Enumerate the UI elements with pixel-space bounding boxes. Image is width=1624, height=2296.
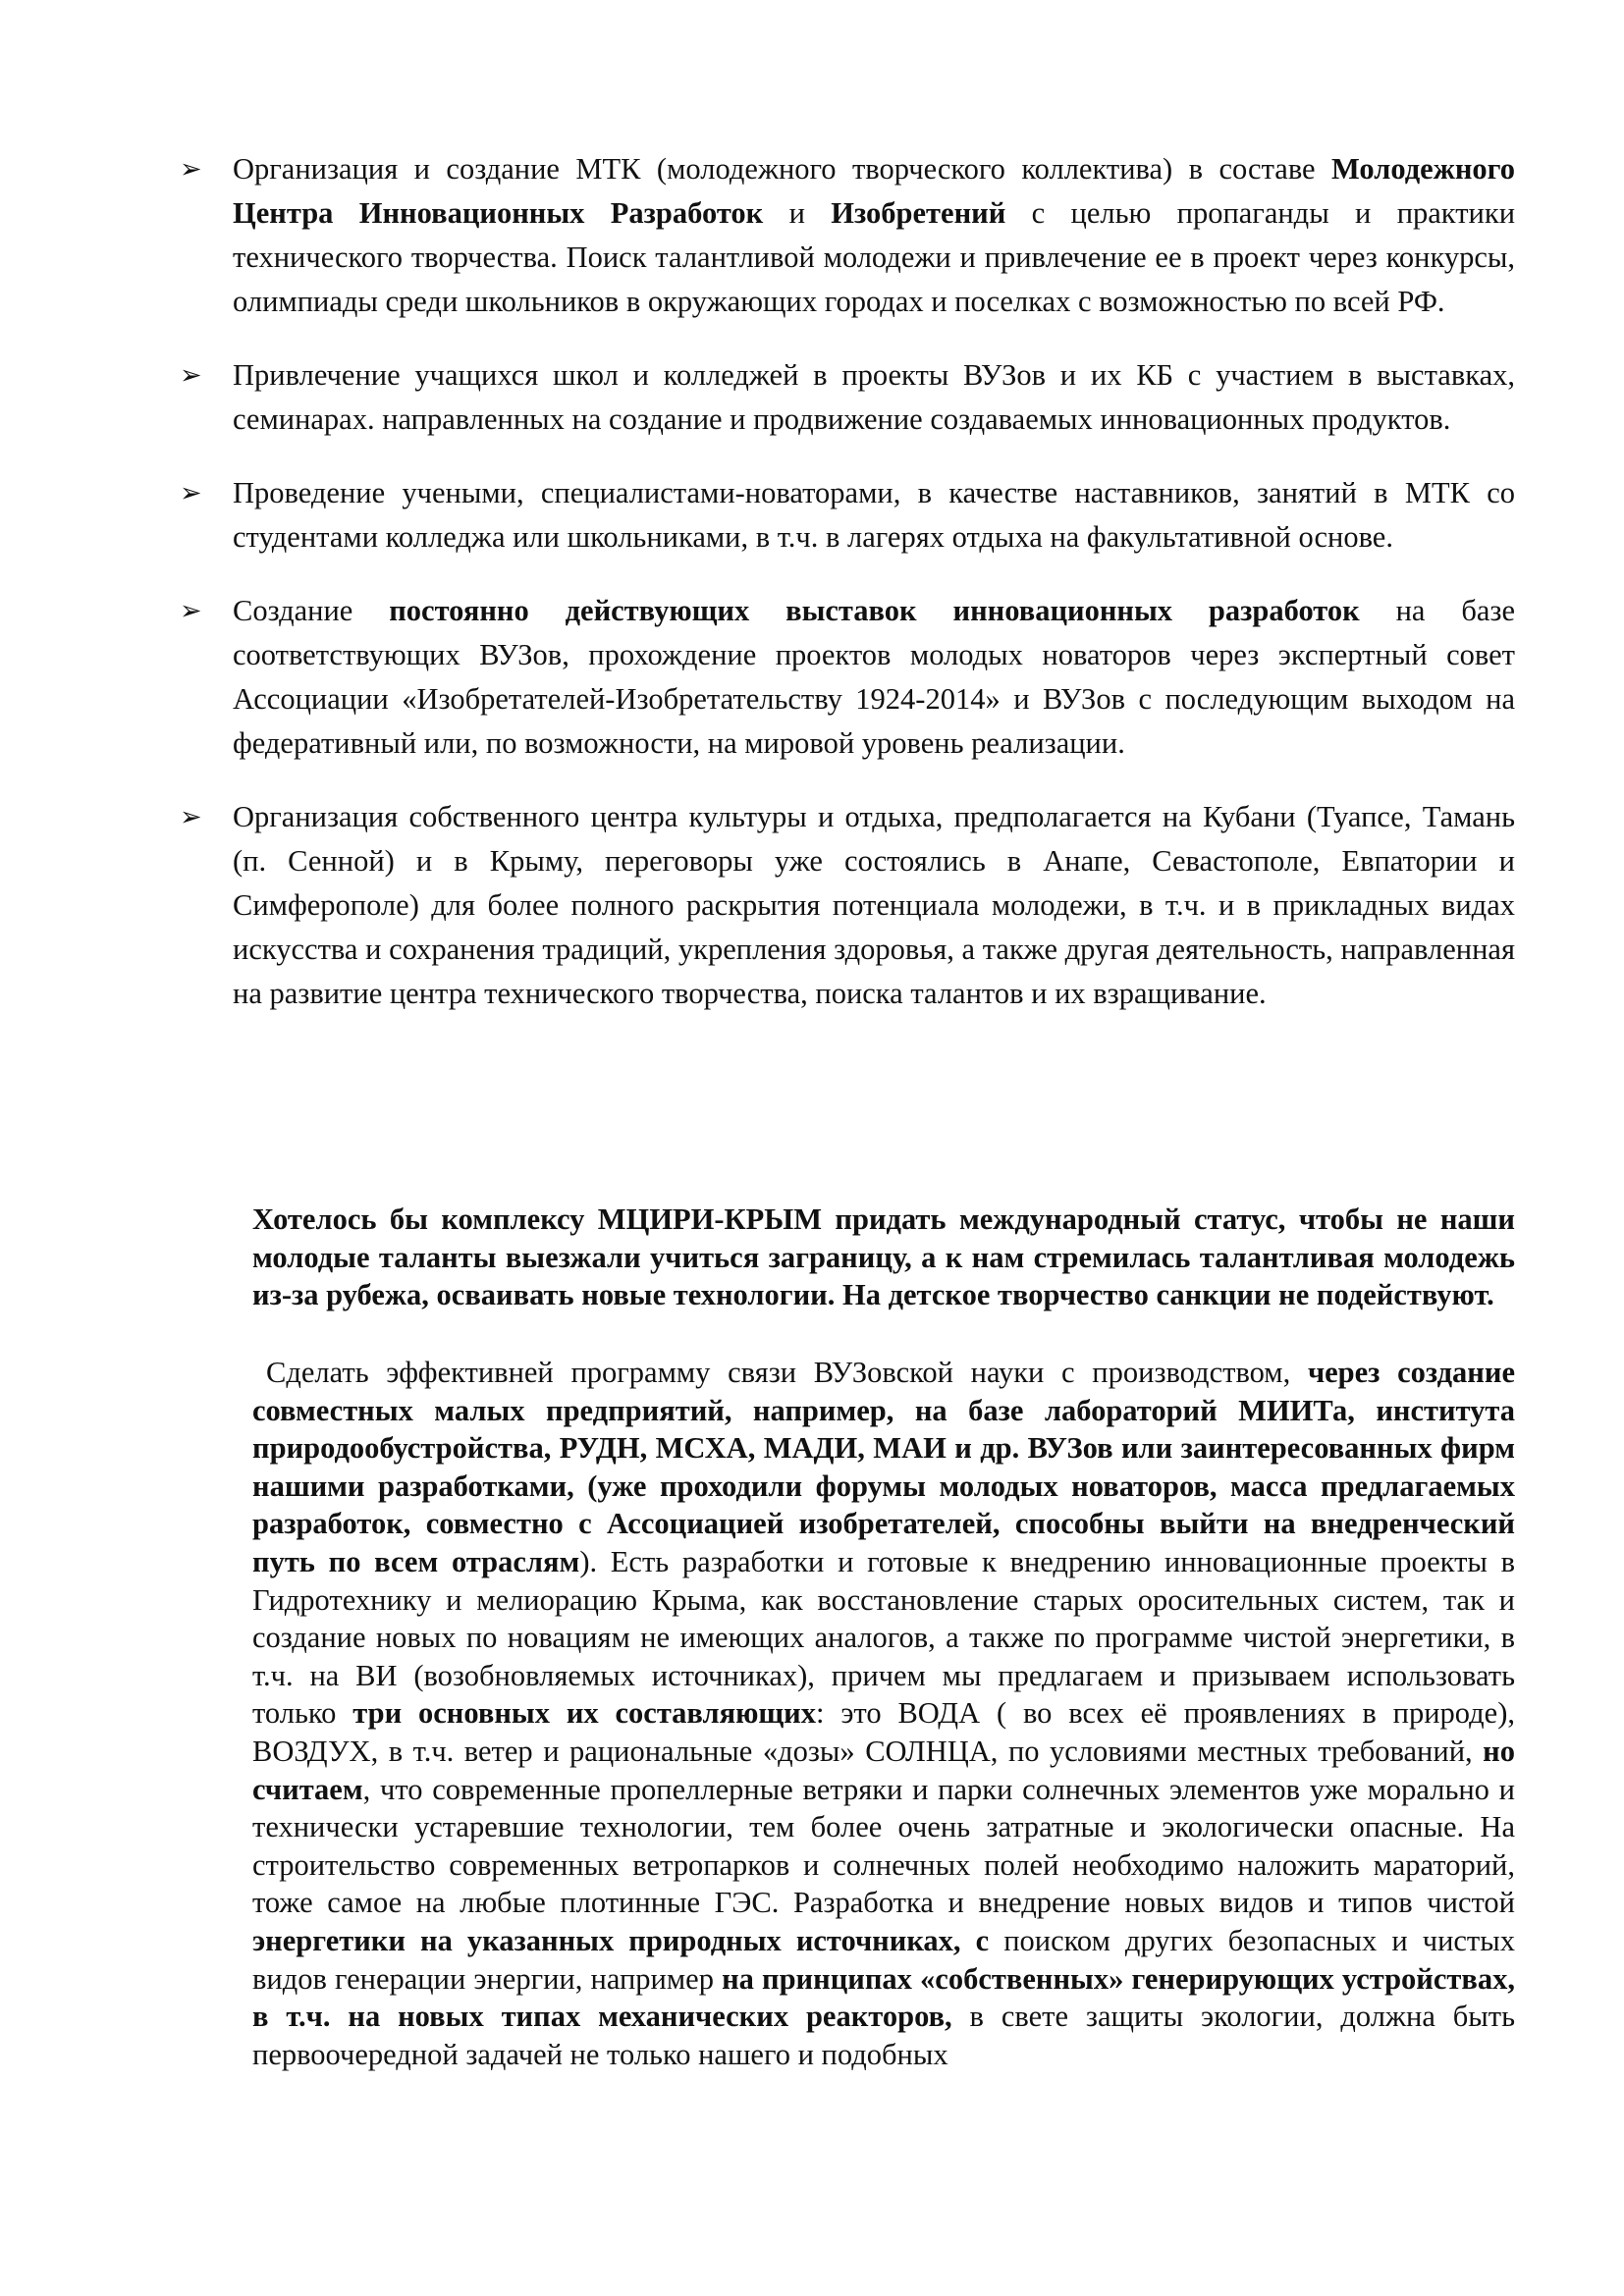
list-item-text [233,353,1515,442]
bold-text-run: постоянно действующих выставок инновационных разработок [389,594,1360,627]
bold-paragraph: Хотелось бы комплексу МЦИРИ-КРЫМ придать международный статус, чтобы не наши молодые таланты выезжали учиться заграницу, а к нам стремилась талантливая молодежь из-за рубежа, осваивать новые технологии. На детское творчество санкции не подействуют. [252,1202,1515,1311]
bold-text-run: Молодежного Центра Инновационных Разработок [233,152,1515,230]
text-run: : это ВОДА ( во всех её проявлениях в природе), ВОЗДУХ, в т.ч. ветер и рациональные «дозы» СОЛНЦА, по условиями местных требований, [252,1696,1515,1768]
list-item [180,353,1515,442]
text-run: Организация собственного центра культуры и отдыха, предполагается на Кубани (Туапсе, Тамань (п. Сенной) и в Крыму, переговоры уже состоялись в Анапе, Севастополе, Евпатории и Симферополе) для более полного раскрытия потенциала молодежи, в т.ч. и в прикладных видах искусства и сохранения традиций, укрепления здоровья, а также другая деятельность, направленная на развитие центра технического творчества, поиска талантов и их взращивание. [233,800,1515,1010]
list-item-text [233,147,1515,324]
bold-text-run: Изобретений [831,196,1006,230]
text-run: с целью пропаганды и практики технического творчества. Поиск талантливой молодежи и привлечение ее в проект через конкурсы, олимпиады среди школьников в окружающих городах и поселках с возможностью по всей РФ. [233,196,1516,318]
text-run: ). Есть разработки и готовые к внедрению инновационные проекты в Гидротехнику и мелиорацию Крыма, как восстановление старых оросительных систем, так и создание новых по новациям не имеющих аналогов, а также по программе чистой энергетики, в т.ч. на ВИ (возобновляемых источниках), причем мы предлагаем и призываем использовать только [252,1544,1516,1731]
main-paragraph [252,1354,1515,2073]
list-item [180,471,1515,560]
text-run: Проведение учеными, специалистами-новаторами, в качестве наставников, занятий в МТК со студентами колледжа или школьниками, в т.ч. в лагерях отдыха на факультативной основе. [233,476,1515,554]
arrow-bullet-icon: ➢ [180,596,202,626]
bullet-list [180,147,1515,1045]
list-item [180,795,1515,1016]
list-item-text [233,471,1515,560]
text-run: Привлечение учащихся школ и колледжей в проекты ВУЗов и их КБ с участием в выставках, семинарах. направленных на создание и продвижение создаваемых инновационных продуктов. [233,358,1515,436]
arrow-bullet-icon: ➢ [180,360,202,391]
arrow-bullet-icon: ➢ [180,478,202,508]
bold-text-run: но считаем [252,1734,1515,1806]
bold-text-run: энергетики на указанных природных источниках, с [252,1923,990,1957]
list-item-text [233,589,1515,766]
bold-text-run: на принципах «собственных» генерирующих устройствах, в т.ч. на новых типах механических реакторов, [252,1961,1515,2034]
bold-text-run: три основных их составляющих [352,1696,816,1731]
text-run: , что современные пропеллерные ветряки и парки солнечных элементов уже морально и технически устаревшие технологии, тем более очень затратные и экологически опасные. На строительство современных ветропарков и солнечных полей необходимо наложить мараторий, тоже самое на любые плотинные ГЭС. Разработка и внедрение новых видов и типов чистой [252,1772,1515,1920]
text-run: на базе соответствующих ВУЗов, прохождение проектов молодых новаторов через экспертный совет Ассоциации «Изобретателей-Изобретательству 1924-2014» и ВУЗов с последующим выходом на федеративный или, по возможности, на мировой уровень реализации. [233,594,1515,760]
text-run: поиском других безопасных и чистых видов генерации энергии, например [252,1923,1515,1996]
list-item [180,147,1515,324]
text-run: Сделать эффективней программу связи ВУЗовской науки с производством, [266,1356,1308,1389]
text-run: Создание [233,594,390,627]
bold-text-run: через создание совместных малых предприятий, например, на базе лабораторий МИИТа, института природообустройства, РУДН, МСХА, МАДИ, МАИ и др. ВУЗов или заинтересованных фирм нашими разработками, (уже проходили форумы молодых новаторов, масса предлагаемых разработок, совместно с Ассоциацией изобретателей, способны выйти на внедренческий путь по всем отраслям [252,1356,1515,1578]
text-run: в свете защиты экологии, должна быть первоочередной задачей не только нашего и подобных [252,2000,1515,2071]
text-run: Организация и создание МТК (молодежного творческого коллектива) в составе [233,152,1332,186]
list-item-text [233,795,1515,1016]
text-run: и [763,196,832,230]
arrow-bullet-icon: ➢ [180,154,202,185]
list-item [180,589,1515,766]
arrow-bullet-icon: ➢ [180,802,202,832]
